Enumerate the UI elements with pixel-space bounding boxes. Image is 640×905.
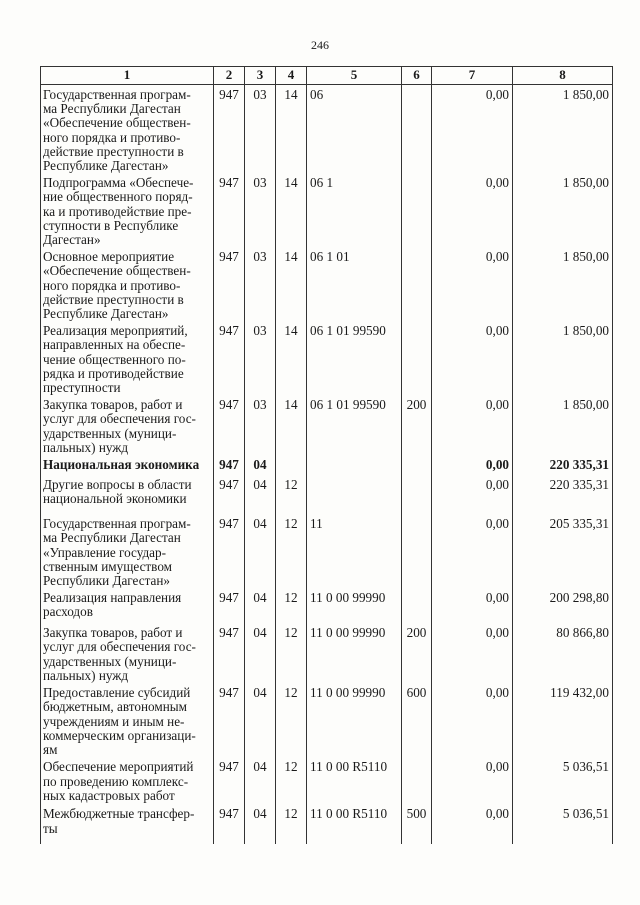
row-subsection: 12 — [276, 588, 307, 623]
row-expense-type — [402, 247, 432, 321]
row-subsection: 14 — [276, 173, 307, 247]
row-amount-1: 0,00 — [432, 588, 513, 623]
row-name: Другие вопросы в области национальной экономики — [41, 475, 214, 514]
row-expense-type — [402, 514, 432, 588]
row-amount-2: 220 335,31 — [513, 455, 613, 475]
row-target-article: 06 1 01 99590 — [307, 395, 402, 455]
row-target-article: 06 — [307, 85, 402, 174]
row-admin-code: 947 — [214, 757, 245, 804]
row-amount-2: 220 335,31 — [513, 475, 613, 514]
row-amount-1: 0,00 — [432, 455, 513, 475]
row-amount-2: 1 850,00 — [513, 395, 613, 455]
table-row — [41, 173, 613, 247]
row-amount-1: 0,00 — [432, 85, 513, 174]
row-section: 04 — [245, 475, 276, 514]
row-amount-2: 205 335,31 — [513, 514, 613, 588]
row-expense-type: 200 — [402, 623, 432, 683]
row-expense-type — [402, 588, 432, 623]
row-subsection: 12 — [276, 475, 307, 514]
row-subsection: 12 — [276, 514, 307, 588]
row-name: Реализация направления расходов — [41, 588, 214, 623]
row-amount-1: 0,00 — [432, 247, 513, 321]
row-amount-1: 0,00 — [432, 623, 513, 683]
row-section: 04 — [245, 683, 276, 757]
table-row — [41, 804, 613, 844]
row-target-article: 11 0 00 99990 — [307, 588, 402, 623]
row-amount-2: 200 298,80 — [513, 588, 613, 623]
row-section: 04 — [245, 757, 276, 804]
row-amount-2: 80 866,80 — [513, 623, 613, 683]
row-expense-type — [402, 475, 432, 514]
row-name: Предоставление субсидий бюджетным, автономным учреждениям и иным не- коммерческим организаци- ям — [41, 683, 214, 757]
row-target-article — [307, 475, 402, 514]
row-amount-2: 1 850,00 — [513, 173, 613, 247]
row-target-article: 06 1 01 — [307, 247, 402, 321]
table-row — [41, 247, 613, 321]
row-section: 04 — [245, 455, 276, 475]
row-target-article: 11 0 00 99990 — [307, 683, 402, 757]
row-target-article: 11 0 00 R5110 — [307, 804, 402, 844]
row-admin-code: 947 — [214, 395, 245, 455]
row-amount-1: 0,00 — [432, 395, 513, 455]
header-col-8: 8 — [513, 67, 613, 85]
table-row — [41, 588, 613, 623]
row-admin-code: 947 — [214, 475, 245, 514]
page-number: 246 — [311, 38, 329, 52]
row-target-article: 11 0 00 99990 — [307, 623, 402, 683]
row-name: Государственная програм- ма Республики Дагестан «Обеспечение обществен- ного порядка и противо- действие преступности в Республике Дагестан» — [41, 85, 214, 174]
row-expense-type — [402, 321, 432, 395]
row-target-article: 06 1 01 99590 — [307, 321, 402, 395]
row-admin-code: 947 — [214, 455, 245, 475]
row-expense-type — [402, 757, 432, 804]
table-row — [41, 683, 613, 757]
table-row — [41, 475, 613, 514]
row-target-article: 06 1 — [307, 173, 402, 247]
header-col-3: 3 — [245, 67, 276, 85]
row-amount-1: 0,00 — [432, 321, 513, 395]
row-subsection: 14 — [276, 321, 307, 395]
row-subsection: 12 — [276, 804, 307, 844]
row-expense-type — [402, 455, 432, 475]
table-row — [41, 395, 613, 455]
header-col-4: 4 — [276, 67, 307, 85]
row-section: 04 — [245, 588, 276, 623]
row-expense-type — [402, 173, 432, 247]
table-row — [41, 623, 613, 683]
row-expense-type — [402, 85, 432, 174]
row-section: 04 — [245, 514, 276, 588]
header-col-2: 2 — [214, 67, 245, 85]
row-section: 03 — [245, 247, 276, 321]
header-col-6: 6 — [402, 67, 432, 85]
row-amount-1: 0,00 — [432, 475, 513, 514]
row-subsection — [276, 455, 307, 475]
table-row — [41, 321, 613, 395]
header-col-7: 7 — [432, 67, 513, 85]
row-target-article: 11 — [307, 514, 402, 588]
row-amount-2: 1 850,00 — [513, 321, 613, 395]
row-expense-type: 600 — [402, 683, 432, 757]
row-name: Подпрограмма «Обеспече- ние общественного поряд- ка и противодействие пре- ступности в Республике Дагестан» — [41, 173, 214, 247]
row-amount-2: 5 036,51 — [513, 804, 613, 844]
row-section: 03 — [245, 173, 276, 247]
row-subsection: 14 — [276, 85, 307, 174]
row-name: Межбюджетные трансфер- ты — [41, 804, 214, 844]
row-amount-2: 119 432,00 — [513, 683, 613, 757]
row-amount-2: 1 850,00 — [513, 85, 613, 174]
table-body — [41, 85, 613, 845]
row-target-article — [307, 455, 402, 475]
row-section: 03 — [245, 395, 276, 455]
row-admin-code: 947 — [214, 623, 245, 683]
row-amount-1: 0,00 — [432, 173, 513, 247]
table-row — [41, 757, 613, 804]
row-amount-1: 0,00 — [432, 804, 513, 844]
header-row — [41, 67, 613, 85]
row-subsection: 12 — [276, 623, 307, 683]
row-admin-code: 947 — [214, 588, 245, 623]
row-admin-code: 947 — [214, 804, 245, 844]
row-admin-code: 947 — [214, 85, 245, 174]
row-admin-code: 947 — [214, 683, 245, 757]
budget-table — [40, 66, 613, 844]
row-section: 04 — [245, 623, 276, 683]
row-name: Реализация мероприятий, направленных на обеспе- чение общественного по- рядка и противодействие преступности — [41, 321, 214, 395]
row-name: Основное мероприятие «Обеспечение обществен- ного порядка и противо- действие преступности в Республике Дагестан» — [41, 247, 214, 321]
row-name: Закупка товаров, работ и услуг для обеспечения гос- ударственных (муници- пальных) нужд — [41, 623, 214, 683]
row-admin-code: 947 — [214, 247, 245, 321]
row-amount-2: 5 036,51 — [513, 757, 613, 804]
table-row — [41, 455, 613, 475]
row-subsection: 12 — [276, 683, 307, 757]
row-target-article: 11 0 00 R5110 — [307, 757, 402, 804]
row-subsection: 14 — [276, 247, 307, 321]
row-expense-type: 200 — [402, 395, 432, 455]
row-name: Закупка товаров, работ и услуг для обеспечения гос- ударственных (муници- пальных) нужд — [41, 395, 214, 455]
row-section: 04 — [245, 804, 276, 844]
row-amount-1: 0,00 — [432, 757, 513, 804]
row-section: 03 — [245, 85, 276, 174]
row-admin-code: 947 — [214, 514, 245, 588]
row-amount-2: 1 850,00 — [513, 247, 613, 321]
row-amount-1: 0,00 — [432, 514, 513, 588]
table-row — [41, 85, 613, 174]
row-name: Обеспечение мероприятий по проведению комплекс- ных кадастровых работ — [41, 757, 214, 804]
row-admin-code: 947 — [214, 321, 245, 395]
row-section: 03 — [245, 321, 276, 395]
header-col-5: 5 — [307, 67, 402, 85]
row-name: Национальная экономика — [41, 455, 214, 475]
row-subsection: 12 — [276, 757, 307, 804]
row-admin-code: 947 — [214, 173, 245, 247]
row-expense-type: 500 — [402, 804, 432, 844]
header-col-1: 1 — [41, 67, 214, 85]
table-row — [41, 514, 613, 588]
row-amount-1: 0,00 — [432, 683, 513, 757]
row-subsection: 14 — [276, 395, 307, 455]
row-name: Государственная програм- ма Республики Дагестан «Управление государ- ственным имуществом Республики Дагестан» — [41, 514, 214, 588]
